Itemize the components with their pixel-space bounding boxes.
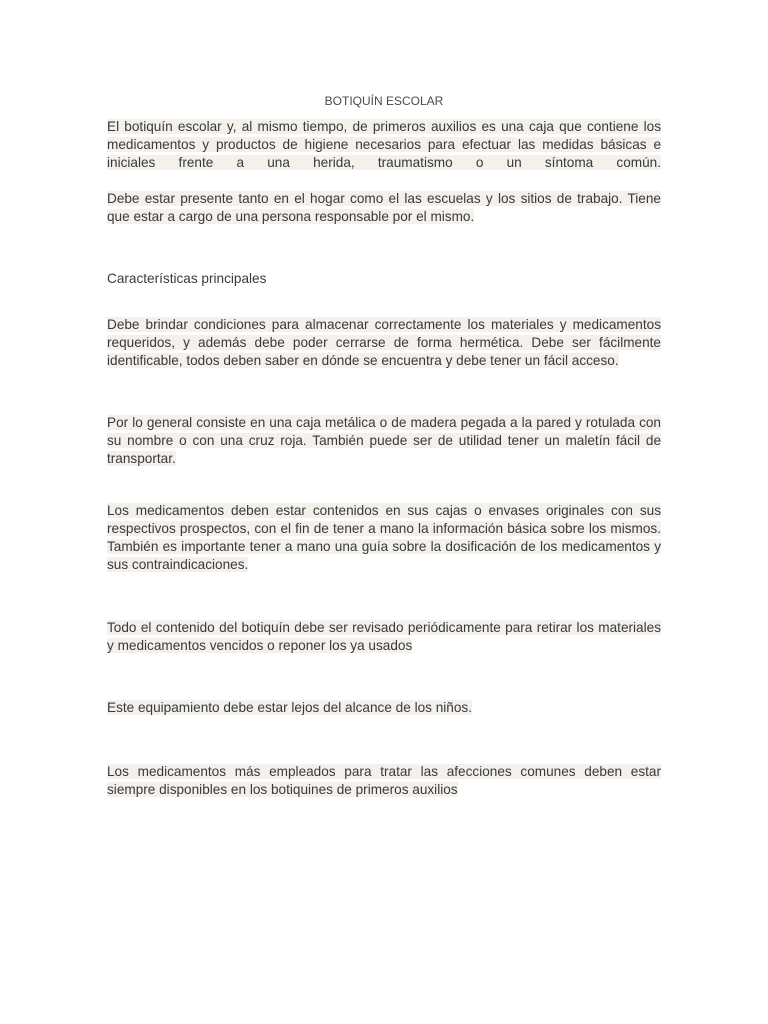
paragraph-location bbox=[107, 190, 661, 226]
paragraph-conditions bbox=[107, 316, 661, 370]
paragraph-intro bbox=[107, 118, 661, 172]
paragraph-location-text: Debe estar presente tanto en el hogar como el las escuelas y los sitios de trabajo. Tiene que estar a cargo de una persona responsable por el mismo. bbox=[107, 191, 661, 224]
section-heading: Características principales bbox=[107, 271, 267, 286]
paragraph-intro-text: El botiquín escolar y, al mismo tiempo, de primeros auxilios es una caja que contiene los medicamentos y productos de higiene necesarios para efectuar las medidas básicas e iniciales frente a una herida, traumatismo o un síntoma común. bbox=[107, 119, 661, 170]
paragraph-common-meds-text: Los medicamentos más empleados para tratar las afecciones comunes deben estar siempre disponibles en los botiquines de primeros auxilios bbox=[107, 764, 661, 797]
paragraph-medications-text: Los medicamentos deben estar contenidos en sus cajas o envases originales con sus respectivos prospectos, con el fin de tener a mano la información básica sobre los mismos. También es importante tener a mano una guía sobre la dosificación de los medicamentos y sus contraindicaciones. bbox=[107, 503, 661, 572]
document-title: BOTIQUÍN ESCOLAR bbox=[324, 94, 444, 108]
paragraph-review bbox=[107, 619, 661, 655]
paragraph-conditions-text: Debe brindar condiciones para almacenar correctamente los materiales y medicamentos requeridos, y además debe poder cerrarse de forma hermética. Debe ser fácilmente identificable, todos deben saber en dónde se encuentra y debe tener un fácil acceso. bbox=[107, 317, 661, 368]
paragraph-children-text: Este equipamiento debe estar lejos del alcance de los niños. bbox=[107, 700, 473, 715]
paragraph-common-meds bbox=[107, 763, 661, 799]
paragraph-review-text: Todo el contenido del botiquín debe ser revisado periódicamente para retirar los materiales y medicamentos vencidos o reponer los ya usados bbox=[107, 620, 661, 653]
paragraph-children bbox=[107, 699, 661, 717]
paragraph-container-text: Por lo general consiste en una caja metálica o de madera pegada a la pared y rotulada con su nombre o con una cruz roja. También puede ser de utilidad tener un maletín fácil de transportar. bbox=[107, 415, 661, 466]
paragraph-container bbox=[107, 414, 661, 468]
paragraph-medications bbox=[107, 502, 661, 574]
